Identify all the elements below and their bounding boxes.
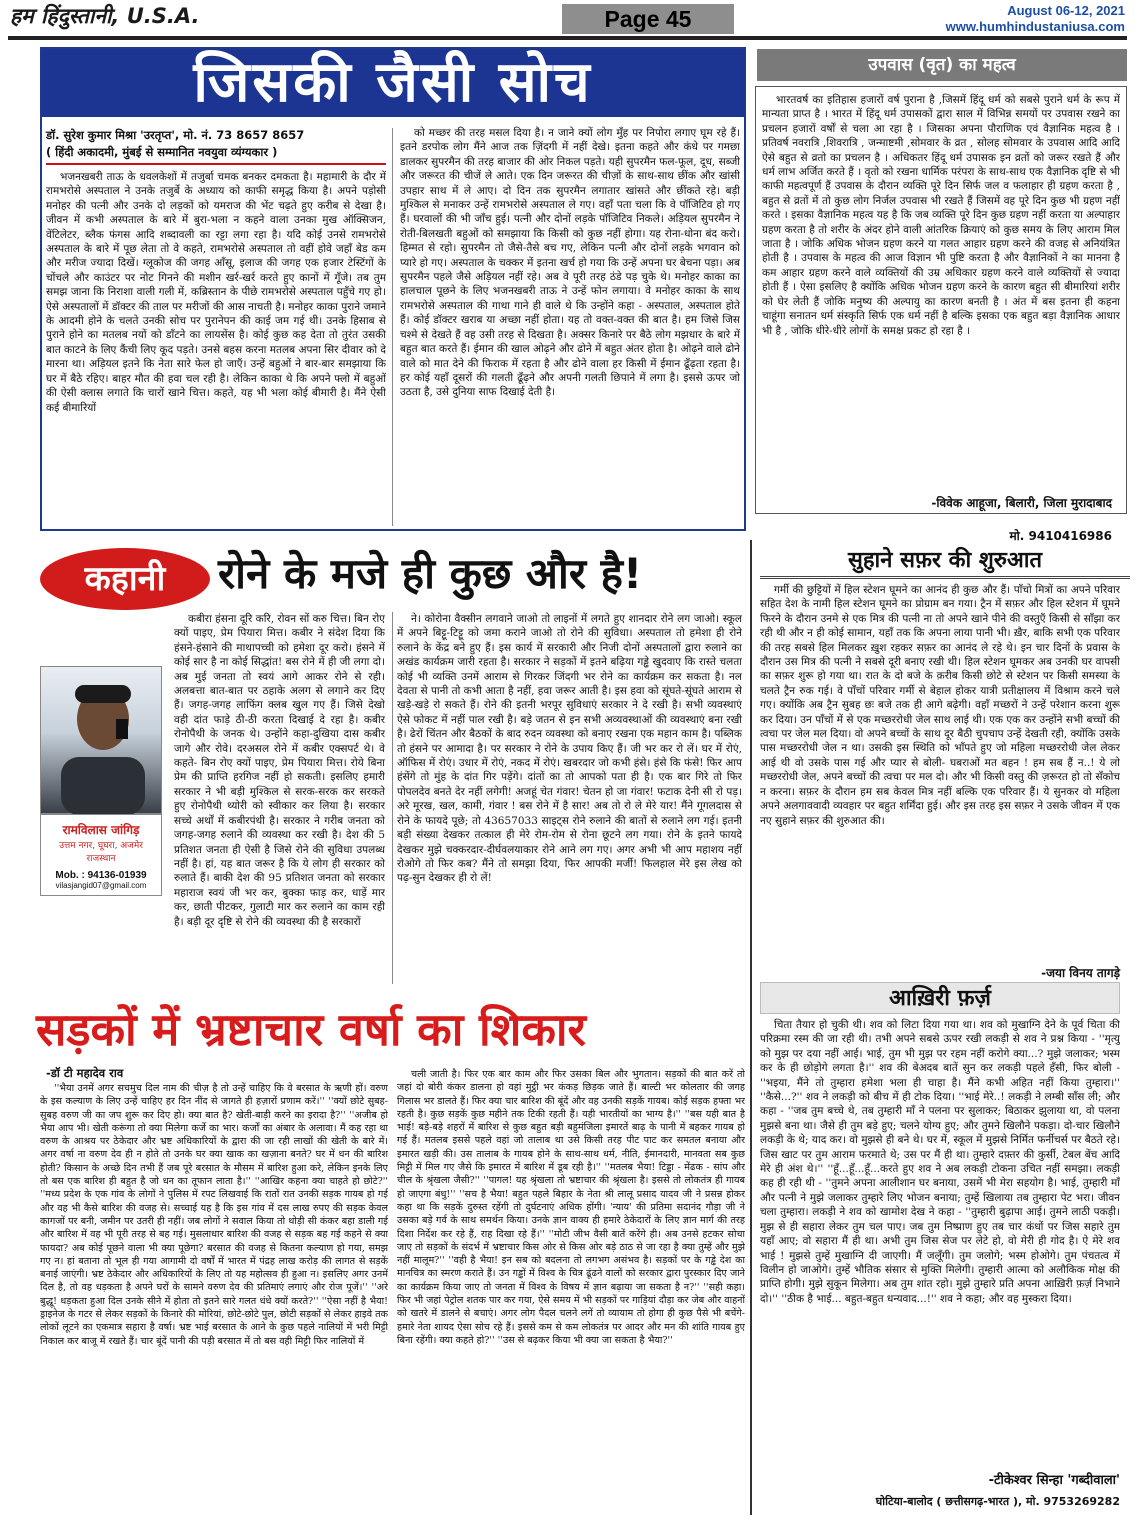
article-soch-affiliation: ( हिंदी अकादमी, मुंबई से सम्मानित नवयुवा व्यंग्यकार ): [46, 145, 278, 159]
akhiri-title: आख़िरी फ़र्ज़: [760, 982, 1120, 1014]
author-state: राजस्थान: [86, 854, 116, 864]
suhane-body: गर्मी की छुट्टियों में हिल स्टेशन घूमने का आनंद ही कुछ और हैं। पाँचो मित्रों का अपने परिवार सहित देश के नामी हिल स्टेशन घूमने का प्रोग्राम बन गया। ट्रैन में सफ़र और हिल स्टेशन में घूमने फिरने के दौरान उनमे से एक मित्र की पत्नी ना तो अपने खाने पीने की वस्तुएँ किसी से साँझा कर रही थी और न ही कोई सामान, यहाँ तक कि अपना लाया पानी भी। ख़ैर, बाकि सभी एक परिवार की तरह सबसे हिल मिलकर ख़ुश रहकर सफ़र का आनंद ले रहे थे। इन चार दिनों के प्रवास के दौरान उस मित्र की पत्नी ने सबसे दूरी बनाए रखी थी। हिल स्टेशन घूमकर अब उनकी घर वापसी का सफ़र शुरू हो गया था। रात के दो बजे के क़रीब किसी छोटे से स्टेशन पर किसी समस्या के चलते ट्रैन रुक गई। वे पाँचों परिवार गर्मी से बेहाल होकर यात्री प्रतीक्षालय में विश्राम करने चले गए। क्योंकि अब ट्रैन सुबह छः बजे तक ही आगे बढ़ेगी। वहाँ मच्छरों ने उन्हें परेशान करना शुरू कर दिया। उन पाँचों में से एक मच्छररोधी जेल साथ लाई थी। एक एक कर उन्होंने सभी बच्चों की त्वचा पर जेल मल दिया। वो अपने बच्चों के साथ दूर बैठी चुपचाप उन्हें देखती रही, क्योंकि उसके पास मच्छररोधी जेल न था। उसकी इस स्थिति को भाँपते हुए जो महिला मच्छररोधी जेल लेकर आई थी वो उसके पास गई और प्यार से बोली- घबराओं मत बहन ! हम सब हैं न..! ये लो मच्छररोधी जेल, अपने बच्चों की त्वचा पर मल दो। और भी किसी वस्तु की ज़रूरत हो तो सँकोच न करना। सफ़र के दौरान हम सब केवल मित्र नहीं बल्कि एक परिवार हैं। ये सुनकर वो महिला अपने अलगाववादी व्यवहार पर बहुत शर्मिंदा हुई। और इस तरह इस सफ़र ने उसके जीवन में एक नए सुहाने सफ़र की शुरुआत की।: [760, 584, 1120, 827]
kahani-title: रोने के मजे ही कुछ और है!: [218, 549, 643, 598]
article-soch-byline: डॉ. सुरेश कुमार मिश्रा 'उरतृप्त', मो. नं. 73 8657 8657: [46, 128, 305, 142]
article-soch-divider: [392, 128, 393, 526]
akhiri-address: घोटिया-बालोद ( छत्तीसगढ़-भारत ), मो. 9753269282: [875, 1495, 1120, 1508]
sadak-byline: -डॉ टी महादेव राव: [46, 1066, 124, 1080]
kahani-divider: [392, 612, 393, 984]
upvas-title: उपवास (वृत) का महत्व: [757, 49, 1127, 81]
suhane-title: सुहाने सफ़र की शुरुआत: [760, 543, 1130, 579]
akhiri-author: -टीकेश्वर सिन्हा 'गब्दीवाला': [988, 1473, 1120, 1488]
akhiri-body: चिता तैयार हो चुकी थी। शव को लिटा दिया गया था। शव को मुखाग्नि देने के पूर्व चिता की परिक्रमा रस्म की जा रही थी। तभी अपने सबसे ऊपर रखी लकड़ी से शव ने प्रश्न किया - ''मृत्यु को मुझ पर दया नहीं आई। भाई, तुम भी मुझ पर रहम नहीं करोगे क्या...? मुझे जलाकर; भस्म कर के ही छोड़ोगे लगता है।'' शव की बेअदब बातें सुन कर लकड़ी पहले हँसी, फिर बोली - ''भइया, मैंने तो तुम्हारा हमेशा भला ही चाहा है। मैंने कभी अहित नहीं किया तुम्हारा।'' ''कैसे...?'' शव ने लकड़ी को बीच में ही टोक दिया। ''भाई मेरे..! लकड़ी ने लम्बी साँस ली; और कहा - ''जब तुम बच्चे थे, तब तुम्हारी माँ ने पलना पर सुलाकर; बिठाकर झुलाया था, वो पलना मुझसे बना था। जैसे ही तुम बड़े हुए; चलने योग्य हुए; और तुमने खिलौने पकड़ा। दो-चार खिलौने लकड़ी के थे; याद कर। वो मुझसे ही बने थे। घर में, स्कूल में मुझसे निर्मित फर्नीचर्स पर बैठते रहे। जिस खाट पर तुम आराम फरमाते थे; उस पर मैं ही था। तुम्हारे दफ़्तर की कुर्सी, टेबल बेंच आदि मेरे ही अंश थे।'' ''हूँ...हूँ...हूँ...करते हुए शव ने अब लकड़ी टोकना उचित नहीं समझा। लकड़ी कह ही रही थी - ''तुमने अपना आलीशान घर बनाया, उसमें भी मेरा सहयोग है। भाई, तुम्हारी माँ और पत्नी ने मुझे जलाकर तुम्हारे लिए भोजन बनाया; तुम्हें खिलाया तब तुम्हारा पेट भरा। जीवन चला तुम्हारा। लकड़ी ने शव को खामोश देख ने कहा - ''तुम्हारी बुढ़ापा आई। तुमने लाठी पकड़ी। मुझ से ही सहारा लेकर तुम चल पाए। जब तुम निष्प्राण हुए तब चार कंधों पर जिस सहारे तुम यहाँ आए; वो सहारा मैं ही था। अभी तुम जिस सेज पर लेटे हो, वो मेरी ही गोद है। ऐ मेरे शव भाई ! मुझसे तुम्हें मुखाग्नि दी जाएगी। मैं जलूँगी। तुम जलोगे; भस्म होओगे। तुम पंचतत्व में विलीन हो जाओगे। तुम्हें भौतिक संसार से मुक्ति मिलेगी। तुम्हारी आत्मा को अलौकिक मोक्ष की प्राप्ति होगी। मुझे सुकून मिलेगा। अब तुम शांत रहो। मुझे तुम्हारे प्रति अपना आख़िरी फ़र्ज़ निभाने दो।'' ''ठीक है भाई... बहुत-बहुत धन्यवाद...!'' शव ने कहा; और वह मुस्करा दिया।: [760, 1019, 1120, 1305]
author-address: उत्तम नगर, घूघरा, अजमेर: [59, 841, 143, 851]
article-soch-title: जिसकी जैसी सोच: [42, 49, 744, 117]
upvas-author: -विवेक आहूजा, बिलारी, जिला मुरादाबाद: [931, 496, 1112, 510]
newspaper-name: हम हिंदुस्तानी, U.S.A.: [10, 4, 200, 28]
right-column-divider: [750, 540, 752, 1515]
header-rule: [8, 36, 1127, 40]
kahani-column-2: ने। कोरोना वैक्सीन लगवाने जाओ तो लाइनों में लगते हुए शानदार रोने लग जाओ। स्कूल में अपने बिट्टू-टिट्टू को जमा कराने जाओ तो रोने की सुविधा। अस्पताल तो हमेशा ही रोने रुलाने के केंद्र बने हुए हैं। इस कार्य में सरकारी और निजी दोनों अस्पतालों द्वारा रुलाने का अखंड कार्यक्रम जारी रहता है। सरकार ने सड़कों में इतने बढ़िया गड्ढे खुदवाए कि रास्ते चलता कोई भी व्यक्ति उनमें आराम से गिरकर जिंदगी भर रोने का कार्यक्रम कर सकता है। नल देवता से पानी तो कभी आता है नहीं, हवा जरूर आती है। इस हवा को सूंघते-सूंघते आराम से खड़े-खड़े रो सकते हैं। रोने की इतनी भरपूर सुविधाएं सरकार ने दे रखी है। सभी व्यवस्थाएं ऐसे फोकट में नहीं पाल रखी है। बड़े जतन से इन सभी अव्यवस्थाओं की व्यवस्थाएं बना रखी है। ढेरों चिंतन और बैठकों के बाद रुदन व्यवस्था को बनाए रखना एक महान काम है। पब्लिक तो हंसने पर आमादा है। पर सरकार ने रोने के उपाय किए हैं। जी भर कर रो लें। घर में रोएं, ऑफिस में रोएं। उधार में रोएं, नकद में रोएं। खबरदार जो कभी हंसे। हंसे कि फंसे! फिर आप हंसेंगे तो मुंह के दांत गिर पड़ेंगे। दांतों का तो आपको पता ही है। एक बार गिरे तो फिर पोपलदेव बनते देर नहीं लगेगी! अजहूं चेत गंवार! चेतन हो जा गंवार! फटाक देनी सी रो पड़। अरे मूरख, खल, कामी, गंवार ! बस रोने में है सार! अब तो रो ले मेरे यार! मैंने गूगलदास से रोने के फायदे पूछे; तो 43657033 साइट्स रोने रुलाने की बातों से रुलाने लग गई। इतनी बड़ी संख्या देखकर तत्काल ही मेरे रोम-रोम से रोना छूटने लग गया। रोने के इतने फायदे देखकर मुझे चक्करदार-दीर्घवलयाकार रोने आने लग गए। अगर अभी भी आप महाशय नहीं रोओगे तो फिर कब? मैंने तो समझा दिया, फिर आपकी मर्जी! फिलहाल मेरे इस लेख को पढ़-सुन देखकर ही रो लें!: [397, 613, 742, 885]
author-photo: [40, 666, 162, 814]
article-soch-column-1: भजनखबरी ताऊ के धवलकेशों में तजुर्बा चमक बनकर दमकता है। महामारी के दौर में रामभरोसे अस्पताल ने उनके तजुर्बे के अध्याय को काफी समृद्ध किया है। अपने पड़ोसी मनोहर की पत्नी और उनके दो लड़कों को यमराज की भेंट चढ़ते हुए करीब से देखा है। जीवन में कभी अस्पताल के बारे में बुरा-भला न कहने वाला उनका मुख ऑक्सिजन, वेंटिलेटर, ब्लैक फंगस आदि शब्दावली का रट्टा लगा रहा है। यदि कोई उनसे रामभरोसे अस्पताल के बारे में पूछ लेता तो वे कहते, रामभरोसे अस्पताल तो वहीं होवे जहाँ बेड कम और मरीज ज्यादा दिखें। ग्लूकोज की जगह आँसू, इलाज की जगह एक हजार टेस्टिंगों के चोंचले और काउंटर पर नोट गिनने की मशीन खर्र-खर्र करते हुए कानों में गूँजे। तब तुम समझ जाना कि निराशा वाली गली में, कब्रिस्तान के पीछे रामभरोसे अस्पताल पहुँचे गए हो। ऐसे अस्पतालों में डॉक्टर की ताल पर मरीजों की आस नाचती है। मनोहर काका पुराने जमाने के आदमी होने के चलते उनकी सोच पर पुरानेपन की काई जम गई थी। उनके हिसाब से पुराने होने का मतलब नयों को डाँटने का लायसेंस है। कोई कुछ कह देता तो तुरंत उसकी बात काटने के लिए कैंची लिए कूद पड़ते। उनसे बहस करना मतलब अपना सिर दीवार को दे मारना था। अड़ियल इतने कि नेता सारे फेल हो जाएँ। उन्हें बहुओं ने बार-बार समझाया कि घर में बैठे रहिए। बाहर मौत की हवा चल रही है। लेकिन काका थे कि अपने फ्लो में बहुओं की ऐसी क्लास लगाते कि चारों खाने चित्त। कहते, यह भी भला कोई बीमारी है। मैंने ऐसी कई बीमारियों: [46, 171, 386, 414]
issue-date: August 06-12, 2021: [1007, 3, 1125, 18]
author-email[interactable]: vilasjangid07@gmail.com: [55, 881, 147, 890]
page-number: Page 45: [562, 4, 734, 34]
sadak-column-1: ''भैया उनमें अगर सचमुच दिल नाम की चीज़ है तो उन्हें चाहिए कि वे बरसात के ऋणी हों। वरुण के इस कल्याण के लिए उन्हें चाहिए हर दिन नींद से जागते ही हज़ारों प्रणाम करें।'' ''क्यों छोटे सुबह-सुबह वरुण जी का जप शुरू कर दिए हो। क्या बात है? खेती-बाड़ी करने का इरादा है?'' ''अजीब हो भैया आप भी। खेती करूंगा तो क्या मिलेगा कर्जे का भार। कर्जों का अंबार के अलावा। मैं कह रहा था वरुण के आश्रय पर ठेकेदार और भ्रष्ट अधिकारियों के द्वारा की जा रही लाखों की खेती के बारे में। अगर वर्षा ना वरुण देव ही न होते तो उनके घर क्या खाक का खज़ाना बनते? घर में धन की बारिश होती? किसान के अच्छे दिन तभी हैं जब पूरे बरसात के मौसम में बारिश हुआ करे, लेकिन इनके लिए तो बस एक बारिश ही बहुत है जो धन का तूफान लाता है।'' ''आखिर कहना क्या चाहते हो छोटे?'' ''मध्य प्रदेश के एक गांव के लोगों ने पुलिस में रपट लिखवाई कि रातों रात उनकी सड़क गायब हो गई और वह भी कैसे बारिश की वजह से। सच्चाई यह है कि इस गांव में दस लाख रुपए की सड़क केवल कागजों पर बनी, जमीन पर उतरी ही नहीं। जब लोगों ने सवाल किया तो थोड़ी सी कंकर बहा डाली गई और बारिश में वह भी पूरी तरह से बह गई। मुसलाधार बारिश की वजह से सड़क बह गई कहने से क्या फायदा? अब कोई पूछने वाला भी क्या पूछेगा? बरसात की वजह से कितना कल्याण हो गया, समझ गए न। हां बताना तो भूल ही गया आगामी दो वर्षों में भारत में पंद्रह लाख करोड़ की लागत से सड़कें बनाई जाएंगी। भ्रष्ट ठेकेदार और अधिकारियों के लिए तो यह महोत्सव ही हुआ न। इसलिए अगर उनमें दिल है, तो वह धड़कता है अपने घरों के सामने वरुण देव की प्रतिमाएं लगाएं और रोज पूजें।'' ''अरे बुद्धू! धड़कता हुआ दिल उनके सीने में होता तो इतने सारे गलत धंधे क्यों करते?'' ''ऐसा नहीं है भैया! ड्राइनेज के गटर से लेकर सड़कों के किनारे की मोरियां, छोटे-छोटे पुल, छोटी सड़कों से लेकर हाइवे तक लोकों लूटने का एकमात्र सहारा है वर्षा। भ्रष्ट भाई बरसात के आने के कुछ पहले नालियों में भरी मिट्टी निकाल कर बाजू में रखते हैं। चार बूंदें पानी की पड़ी बरसात में तो बस वही मिट्टी फिर नालियों में: [40, 1083, 388, 1347]
article-soch-column-2: को मच्छर की तरह मसल दिया है। न जाने क्यों लोग मुँह पर निपोरा लगाए घूम रहे हैं। इतने डरपोक लोग मैंने आज तक ज़िंदगी में नहीं देखे। इतना कहते और कंधे पर गमछा डालकर सुपरमैन की तरह बाजार की ओर निकल पड़ते। यही सुपरमैन फल-फूल, दूध, सब्जी और जरूरत की चीजें ले आते। एक दिन जरूरत की चीज़ों के साथ-साथ छींक और खांसी उपहार साथ में ले आए। दो दिन तक सुपरमैन लगातार खांसते और छींकते रहे। बड़ी मुश्किल से मनाकर उन्हें रामभरोसे अस्पताल ले गए। वहाँ पता चला कि वे पॉजिटिव हो गए हैं। घरवालों की भी जाँच हुई। पत्नी और दोनों लड़के पॉजिटिव निकले। अड़ियल सुपरमैन ने रोती-बिलखती बहुओं को समझाया कि किसी को कुछ नहीं होगा। यह रोना-धोना बंद करो। हिम्मत से रहो। सुपरमैन तो जैसे-तैसे बच गए, लेकिन पत्नी और दोनों लड़के भगवान को प्यारे हो गए। अस्पताल के चक्कर में इतना खर्च हो गया कि उन्हें अपना घर बेचना पड़ा। अब सुपरमैन पहले जैसे अड़ियल नहीं रहे। अब वे पूरी तरह ठंडे पड़ चुके थे। मनोहर काका का हालचाल पूछने के लिए भजनखबरी ताऊ ने उन्हें फोन लगाया। वे मनोहर काका के साथ रामभरोसे अस्पताल की गाथा गाने ही वाले थे कि उन्होंने कहा - अस्पताल, अस्पताल होते हैं। कोई डॉक्टर खराब या अच्छा नहीं होता। यह तो वक्त-वक्त की बात है। हम जिसे जिस चश्मे से देखते हैं वह उसी तरह से दिखता है। अक्सर किनारे पर बैठे लोग मझधार के बारे में बहुत बात करते हैं। ईमान की खाल ओढ़ने और ढोने में बहुत अंतर होता है। ओढ़ने वाले ढोने वाले को मात देने की फिराक में रहता है और ढोने वाला हर किसी में ईमान ढूँढ़ता रहता है। हर कोई यहाँ दूसरों की गलती ढूँढ़ने और अपनी गलती छिपाने में लगा है। इससे ऊपर जो उठता है, उसे दुनिया साफ दिखाई देती है।: [400, 127, 740, 399]
article-soch-rule: [46, 163, 386, 165]
website-link[interactable]: www.humhindustaniusa.com: [945, 19, 1125, 34]
suhane-author: -जया विनय तागड़े: [1041, 966, 1120, 980]
upvas-phone: मो. 9410416986: [1009, 529, 1112, 543]
author-name: रामविलास जांगिड़: [62, 823, 140, 837]
author-card: [40, 814, 162, 896]
upvas-body: भारतवर्ष का इतिहास हजारों वर्ष पुराना है ,जिसमें हिंदू धर्म को सबसे पुराने धर्म के रूप में मान्यता प्राप्त है । भारत में हिंदू धर्म उपासकों द्वारा साल में विभिन्न समयों पर उपवास रखने का प्रचलन हजारों वर्षों से चला आ रहा है । जिसका अपना पौराणिक एवं वैज्ञानिक महत्व है । प्रतिवर्ष नवरात्रि ,शिवरात्रि , जन्माष्टमी ,सोमवार के व्रत , सोलह सोमवार के उपवास आदि आदि ऐसे बहुत से व्रतो का प्रचलन है । अधिकतर हिंदू धर्म उपासक इन व्रतों को जरूर रखते हैं और धर्म लाभ अर्जित करते हैं । वृतो को रखना धार्मिक परंपरा के साथ-साथ एक वैज्ञानिक दृष्टि से भी काफी महत्वपूर्ण हैं उपवास के दौरान व्यक्ति पूरे दिन सिर्फ जल व फलाहार ही ग्रहण करता है , बहुत से व्रतों में तो कुछ लोग निर्जल उपवास भी रखते हैं जिसमें वह पूरे दिन कुछ भी ग्रहण नहीं करते । इसका वैज्ञानिक महत्व यह है कि जब व्यक्ति पूरे दिन कुछ ग्रहण नहीं करता या अल्पाहार ग्रहण करता है तो शरीर के अंदर होने वाली आंतरिक क्रियाएं को कुछ समय के लिए आराम मिल जाता है । जोकि अधिक भोजन ग्रहण करने या गलत आहार ग्रहण करने की वजह से अनियंत्रित होती है । उपवास के महत्व की आज विज्ञान भी पुष्टि करता है और वैज्ञानिकों ने का मानना है कम आहार ग्रहण करने वाले व्यक्तियों की उम्र अधिकार ग्रहण करने वाले व्यक्तियों से ज्यादा होती हैं । ऐसा इसलिए है क्योंकि अधिक भोजन ग्रहण करने के कारण बहुत सी बीमारियां शरीर को घेर लेती हैं जोकि मनुष्य की अल्पायु का कारण बनती है । अंत में बस इतना ही कहना चाहूंगा सनातन धर्म संस्कृति सिर्फ एक धर्म नहीं है बल्कि इसका एक बहुत बड़ा वैज्ञानिक आधार भी है , जोकि धीरे-धीरे लोगों के समक्ष प्रकट हो रहा है ।: [762, 94, 1120, 337]
kahani-column-1: कबीरा हंसना दूरि करि, रोवन सों करु चित्त। बिन रोए क्यों पाइए, प्रेम पियारा मित्त। कबीर ने संदेश दिया कि हंसने-हंसाने की माथापच्ची को हमेशा दूर करो। हंसने में कोई सार है ना कोई सिद्धांत! बस रोने में ही जी लगा दो। अब मुई जनता तो स्वयं आगे आकर रोने से रही। अलबत्ता बात-बात पर ठहाके अलग से लगाने कर दिए हैं। जगह-जगह लाफिंग क्लब खुल गए हैं। जिसे देखो वही दांत फाड़े ठी-ठी करता दिखाई दे रहा है। कबीर रोनोपैथी के जनक थे। उन्होंने कहा-दुखिया दास कबीर जागे और रोवे। दरअसल रोने में कबीर एक्सपर्ट थे। वे कहते- बिन रोए क्यों पाइए, प्रेम पियारा मित्त। रोये बिना प्रेम की प्राप्ति हरगिज नहीं हो सकती। इसलिए हमारी सरकार ने भी बड़ी मुश्किल से सरक-सरक कर सरकते हुए रोनोपैथी थ्योरी को स्वीकार कर लिया है। सरकार सच्चे अर्थों में कबीरपंथी है। सरकार ने गरीब जनता को जगह-जगह रुलाने की व्यवस्था कर रखी है। देश की 5 प्रतिशत जनता ही ऐसी है जिसे रोने की सुविधा उपलब्ध नहीं है। हां, यह बात जरूर है कि ये लोग ही सरकार को रुलाते हैं। बाकी देश की 95 प्रतिशत जनता को सरकार महाराज स्वयं जी भर कर, बुक्का फाड़ कर, धाड़ें मार कर, छाती पीटकर, गुलाटी मार कर रुलाने का काम रही है। बड़ी दूर दृष्टि से रोने की व्यवस्था की है सरकारों: [40, 612, 385, 988]
sadak-title: सड़कों में भ्रष्टाचार वर्षा का शिकार: [36, 1003, 586, 1056]
author-mobile: Mob. : 94136-01939: [55, 870, 147, 881]
kahani-badge: कहानी: [40, 548, 210, 610]
sadak-column-2: चली जाती है। फिर एक बार काम और फिर उसका बिल और भुगतान। सड़कों की बात करें तो जहां दो बोरी कंकर डालना हो वहां मुट्ठी भर कंकड़ छिड़क जाते हैं। बाल्टी भर कोलतार की जगह गिलास भर डालते हैं। फिर क्या चार बारिश की बूंदें और वह उनकी सड़कें गायब। कोई सड़क हफ्ता भर रहती है। कुछ सड़कें कुछ महीने तक टिकी रहती हैं। यही भारतीयों का भाग्य है।'' ''बस यही बात है भाई! बड़े-बड़े शहरों में बारिश से कुछ बहुत बड़ी बहुमंजिला इमारतें बाढ़ के पानी में बहकर गायब हो गई हैं। मतलब इससे पहले वहां जो तालाब था उसे किसी तरह पीट पाट कर समतल बनाया और इमारत खड़ी की। उस तालाब के गायब होने के साथ-साथ धर्म, नीति, ईमानदारी, मानवता सब कुछ मिट्टी में मिल गए जैसे कि इमारत में बारिश में डूब रही है।'' ''मतलब भैया! टिड्डा - मेंढक - सांप और चील के श्रृंखला जैसी?'' ''पागल! यह श्रृंखला तो भ्रष्टाचार की श्रृंखला है। इससे तो लोकतंत्र ही गायब हो जाएगा बंधु!'' ''सच है भैया! बहुत पहले बिहार के नेता श्री लालू प्रसाद यादव जी ने प्रसन्न होकर कहा था कि सड़कें दुरुस्त रहेंगी तो दुर्घटनाएं अधिक होंगी। 'न्याय' की प्रतिमा सदानंद गौड़ा जी ने उसका बड़े गर्व के साथ समर्थन किया। उनके ज्ञान वाक्य ही हमारे ठेकेदारों के लिए ज्ञान मार्ग की तरह दिशा निर्देश कर रहे हैं, राह दिखा रहे हैं।'' ''मोटी जीभ वैसी बातें करेंगे ही। अब उनसे हटकर सोचा जाए तो सड़कों के संदर्भ में भ्रष्टाचार किस ओर से किस ओर बड़े ठाठ से जा रहा है क्या तुम्हें और मुझे नहीं मालूम?'' ''वही है भैया! इन सब को बदलना तो लगभग असंभव है। सड़कों पर के गड्ढे देश का मानचित्र का स्मरण कराते हैं। उन गड्ढों में विश्व के चित्र ढूंढने वालों को सरकार द्वारा पुरस्कार दिए जाने का कार्यक्रम किया जाए तो जनता में विश्व के विषय में ज्ञान बढ़ाया जा सकता है न?'' ''सही कहा। फिर भी जहां पेट्रोल शतक पार कर गया, ऐसे समय में भी सड़कों पर गाड़ियां दौड़ा कर जेब और वाहनों को खतरे में डालने से बचाएं। अगर लोग पैदल चलने लगें तो व्यायाम तो होगा ही कुछ पैसे भी बचेंगे- हमारे नेता शायद ऐसा सोच रहे हैं। इससे कम से कम लोकतंत्र पर आदर और मन की शांति गायब हुए बिना रहेंगी। क्या कहते हो?'' ''उस से बढ़कर किया भी क्या जा सकता है भैया?'': [397, 1069, 745, 1346]
